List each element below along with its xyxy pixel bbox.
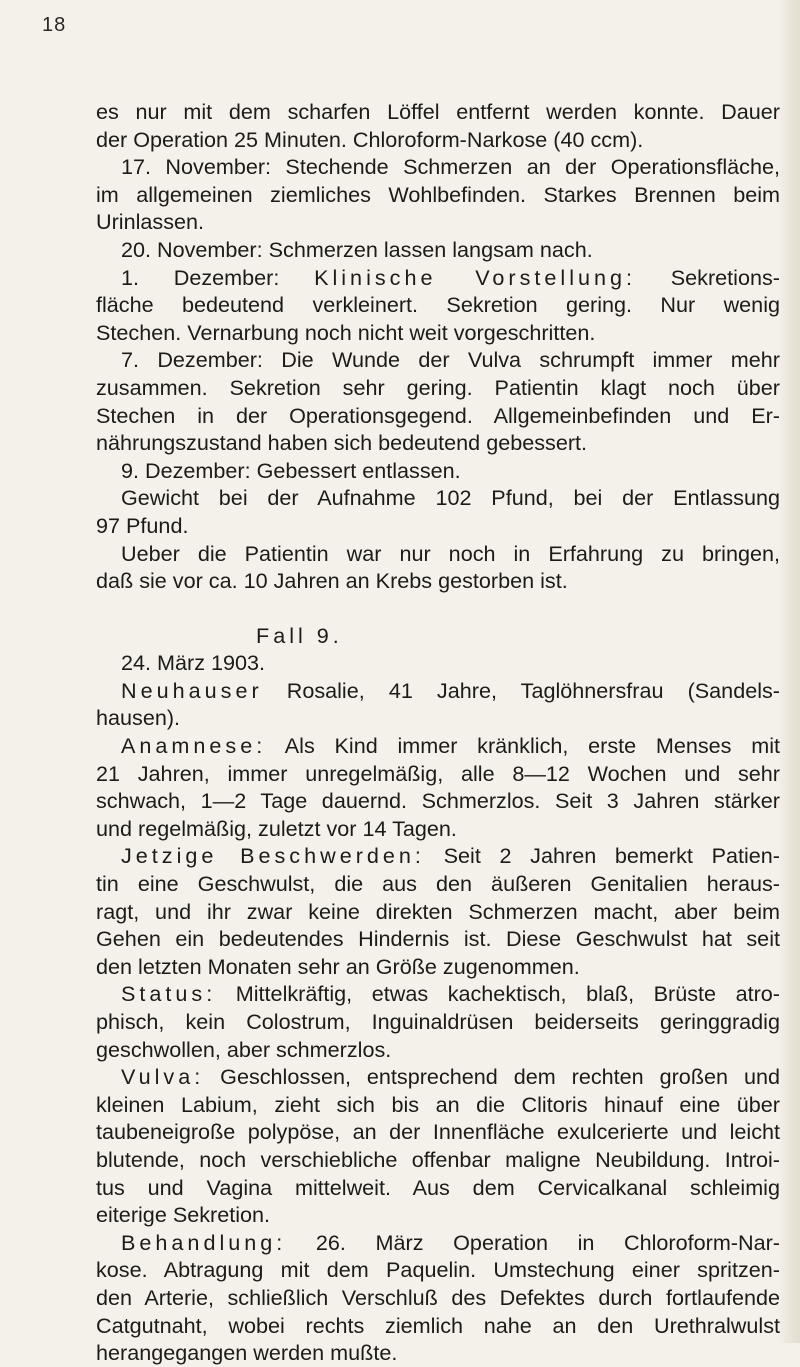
spaced-emphasis: Neuhauser (121, 677, 263, 703)
text-line: schwach, 1—2 Tage dauernd. Schmerzlos. Seit 3 Jahren stärker (96, 788, 780, 814)
paragraph-1 (96, 98, 780, 153)
text-line: Ueber die Patientin war nur noch in Erfahrung zu bringen, (121, 540, 780, 566)
text-line: daß sie vor ca. 10 Jahren an Krebs gestorben ist. (96, 568, 568, 594)
text-run: Sekretions- (636, 264, 780, 290)
text-line (96, 732, 780, 760)
text-line: herangegangen werden mußte. (96, 1340, 398, 1366)
text-line (96, 264, 780, 292)
text-line: blutende, noch verschiebliche offenbar maligne Neubildung. Introi- (96, 1146, 780, 1172)
spaced-emphasis: Behandlung: (121, 1229, 287, 1255)
spaced-emphasis: Klinische Vorstellung: (314, 264, 637, 290)
spaced-emphasis: Anamnese: (121, 733, 267, 759)
text-line: Gewicht bei der Aufnahme 102 Pfund, bei der Entlassung (121, 485, 780, 511)
text-line: Stechen. Vernarbung noch nicht weit vorgeschritten. (96, 319, 596, 345)
paragraph-15 (96, 1229, 780, 1367)
text-line (96, 1229, 780, 1257)
text-line: 20. November: Schmerzen lassen langsam nach. (121, 236, 593, 262)
spaced-emphasis: Status: (121, 981, 217, 1007)
text-line: kleinen Labium, zieht sich bis an die Clitoris hinauf eine über (96, 1091, 780, 1117)
paragraph-4 (96, 264, 780, 347)
paragraph-3 (96, 236, 780, 264)
text-line: 9. Dezember: Gebessert entlassen. (121, 457, 461, 483)
text-line: 7. Dezember: Die Wunde der Vulva schrumpft immer mehr (121, 347, 780, 373)
text-run: Mittelkräftig, etwas kachektisch, blaß, Brüste atro- (216, 981, 780, 1007)
text-line: fläche bedeutend verkleinert. Sekretion gering. Nur wenig (96, 292, 780, 318)
text-run: Seit 2 Jahren bemerkt Patien- (424, 843, 780, 869)
text-line: Stechen in der Operationsgegend. Allgemeinbefinden und Er- (96, 402, 780, 428)
text-line: 17. November: Stechende Schmerzen an der Operationsfläche, (121, 154, 780, 180)
text-line: Urinlassen. (96, 209, 205, 235)
paragraph-11 (96, 732, 780, 842)
paragraph-14 (96, 1063, 780, 1229)
paragraph-9 (96, 649, 780, 677)
text-line: Catgutnaht, wobei rechts ziemlich nahe an den Urethralwulst (96, 1312, 780, 1338)
text-line: taubeneigroße polypöse, an der Innenfläche exulcerierte und leicht (96, 1119, 780, 1145)
paragraph-2 (96, 153, 780, 236)
paragraph-7 (96, 484, 780, 539)
text-line: im allgemeinen ziemliches Wohlbefinden. Starkes Brennen beim (96, 181, 780, 207)
text-line: Gehen ein bedeutendes Hindernis ist. Diese Geschwulst hat seit (96, 926, 780, 952)
page-number: 18 (42, 14, 67, 36)
text-line: 97 Pfund. (96, 512, 189, 538)
text-run: Rosalie, 41 Jahre, Taglöhnersfrau (Sandels- (262, 677, 780, 703)
paragraph-12 (96, 842, 780, 980)
paragraph-8 (96, 540, 780, 595)
text-line: eiterige Sekretion. (96, 1202, 271, 1228)
text-line: 24. März 1903. (121, 650, 266, 676)
spaced-emphasis: Vulva: (121, 1064, 205, 1090)
paragraph-5 (96, 346, 780, 456)
paragraph-6 (96, 457, 780, 485)
text-line: es nur mit dem scharfen Löffel entfernt werden konnte. Dauer (96, 99, 780, 124)
text-run: Als Kind immer kränklich, erste Menses mit (266, 733, 780, 759)
text-line: 21 Jahren, immer unregelmäßig, alle 8—12 Wochen und sehr (96, 760, 780, 786)
text-line (96, 1063, 780, 1091)
text-line: tus und Vagina mittelweit. Aus dem Cervicalkanal schleimig (96, 1174, 780, 1200)
body-text (96, 98, 780, 1367)
paragraph-10 (96, 677, 780, 732)
text-line: den Arterie, schließlich Verschluß des Defektes durch fortlaufende (96, 1284, 780, 1310)
text-line: tin eine Geschwulst, die aus den äußeren Genitalien heraus- (96, 871, 780, 897)
text-line: nährungszustand haben sich bedeutend gebessert. (96, 430, 588, 456)
text-line (96, 677, 780, 705)
text-line: kose. Abtragung mit dem Paquelin. Umstechung einer spritzen- (96, 1257, 780, 1283)
text-run: 26. März Operation in Chloroform-Nar- (286, 1229, 780, 1255)
text-line: den letzten Monaten sehr an Größe zugenommen. (96, 953, 580, 979)
page-edge-shadow (778, 0, 800, 1343)
text-run: 1. Dezember: (121, 264, 315, 290)
text-line: zusammen. Sekretion sehr gering. Patientin klagt noch über (96, 374, 780, 400)
text-line: geschwollen, aber schmerzlos. (96, 1036, 392, 1062)
spaced-emphasis: Jetzige Beschwerden: (121, 843, 425, 869)
text-line (96, 980, 780, 1008)
text-line: phisch, kein Colostrum, Inguinaldrüsen beiderseits geringgradig (96, 1009, 780, 1034)
text-run: Geschlossen, entsprechend dem rechten großen und (204, 1064, 780, 1090)
text-line: hausen). (96, 705, 181, 731)
text-line: und regelmäßig, zuletzt vor 14 Tagen. (96, 815, 457, 841)
text-line (96, 842, 780, 870)
text-line: der Operation 25 Minuten. Chloroform-Narkose (40 ccm). (96, 126, 644, 152)
paragraph-13 (96, 980, 780, 1063)
text-line: ragt, und ihr zwar keine direkten Schmerzen macht, aber beim (96, 898, 780, 924)
case-heading: Fall 9. (256, 622, 343, 648)
